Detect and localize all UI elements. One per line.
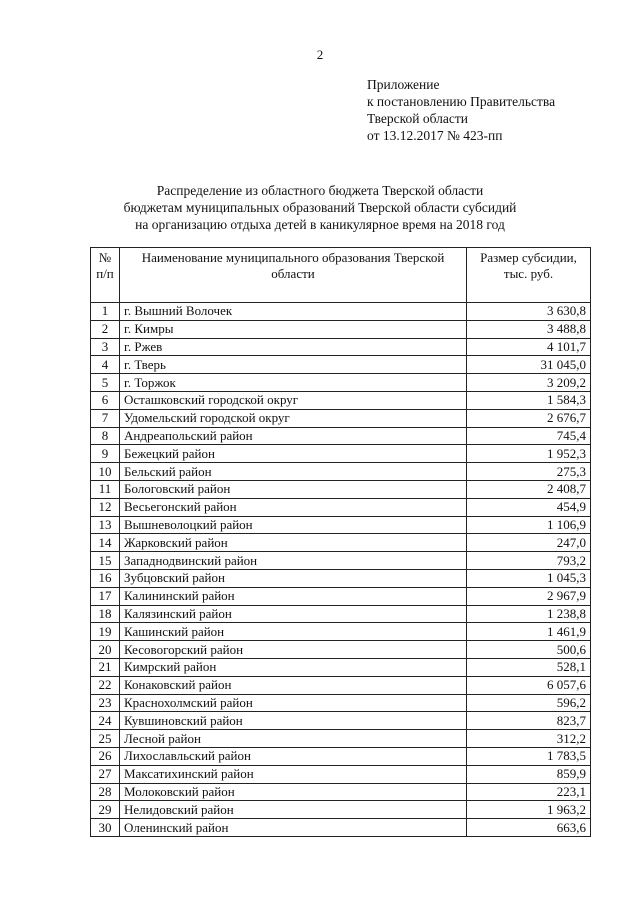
row-number-cell: 29 <box>91 801 120 819</box>
row-number-cell: 24 <box>91 712 120 730</box>
subsidy-amount-cell: 3 630,8 <box>467 303 591 321</box>
subsidy-table <box>90 247 591 837</box>
municipality-name-cell: Осташковский городской округ <box>120 391 467 409</box>
subsidy-amount-cell: 793,2 <box>467 552 591 570</box>
municipality-name-cell: Конаковский район <box>120 676 467 694</box>
municipality-name-cell: Максатихинский район <box>120 765 467 783</box>
subsidy-amount-cell: 2 967,9 <box>467 587 591 605</box>
header-number: № п/п <box>91 248 120 303</box>
row-number-cell: 11 <box>91 480 120 498</box>
subsidy-amount-cell: 275,3 <box>467 463 591 481</box>
appendix-line-3: Тверской области <box>367 111 468 126</box>
municipality-name-cell: Кашинский район <box>120 623 467 641</box>
appendix-line-4: от 13.12.2017 № 423-пп <box>367 128 503 143</box>
subsidy-amount-cell: 1 963,2 <box>467 801 591 819</box>
municipality-name-cell: Весьегонский район <box>120 498 467 516</box>
municipality-name-cell: Западнодвинский район <box>120 552 467 570</box>
municipality-name-cell: г. Вышний Волочек <box>120 303 467 321</box>
row-number-cell: 9 <box>91 445 120 463</box>
row-number-cell: 1 <box>91 303 120 321</box>
table-row <box>91 427 591 445</box>
row-number-cell: 18 <box>91 605 120 623</box>
municipality-name-cell: Краснохолмский район <box>120 694 467 712</box>
table-row <box>91 641 591 659</box>
table-row <box>91 534 591 552</box>
row-number-cell: 2 <box>91 320 120 338</box>
municipality-name-cell: г. Ржев <box>120 338 467 356</box>
subsidy-amount-cell: 500,6 <box>467 641 591 659</box>
table-row <box>91 819 591 837</box>
table-row <box>91 712 591 730</box>
subsidy-amount-cell: 312,2 <box>467 730 591 748</box>
subsidy-amount-cell: 745,4 <box>467 427 591 445</box>
table-row <box>91 801 591 819</box>
subsidy-amount-cell: 223,1 <box>467 783 591 801</box>
row-number-cell: 27 <box>91 765 120 783</box>
subsidy-amount-cell: 663,6 <box>467 819 591 837</box>
header-subsidy-amount: Размер субсидии, тыс. руб. <box>467 248 591 303</box>
table-row <box>91 516 591 534</box>
table-row <box>91 658 591 676</box>
municipality-name-cell: Жарковский район <box>120 534 467 552</box>
subsidy-amount-cell: 4 101,7 <box>467 338 591 356</box>
row-number-cell: 21 <box>91 658 120 676</box>
row-number-cell: 15 <box>91 552 120 570</box>
municipality-name-cell: г. Тверь <box>120 356 467 374</box>
table-header-row <box>91 248 591 303</box>
municipality-name-cell: Кувшиновский район <box>120 712 467 730</box>
municipality-name-cell: Нелидовский район <box>120 801 467 819</box>
municipality-name-cell: Оленинский район <box>120 819 467 837</box>
municipality-name-cell: Удомельский городской округ <box>120 409 467 427</box>
subsidy-amount-cell: 1 106,9 <box>467 516 591 534</box>
appendix-line-2: к постановлению Правительства <box>367 94 556 109</box>
table-row <box>91 552 591 570</box>
subsidy-amount-cell: 823,7 <box>467 712 591 730</box>
table-row <box>91 320 591 338</box>
row-number-cell: 4 <box>91 356 120 374</box>
row-number-cell: 22 <box>91 676 120 694</box>
row-number-cell: 30 <box>91 819 120 837</box>
table-row <box>91 730 591 748</box>
row-number-cell: 19 <box>91 623 120 641</box>
municipality-name-cell: Кимрский район <box>120 658 467 676</box>
title-line-1: Распределение из областного бюджета Тверской области <box>156 183 484 198</box>
row-number-cell: 7 <box>91 409 120 427</box>
municipality-name-cell: Молоковский район <box>120 783 467 801</box>
table-row <box>91 587 591 605</box>
row-number-cell: 23 <box>91 694 120 712</box>
row-number-cell: 6 <box>91 391 120 409</box>
document-title <box>0 182 640 233</box>
row-number-cell: 20 <box>91 641 120 659</box>
table-row <box>91 445 591 463</box>
row-number-cell: 3 <box>91 338 120 356</box>
table-body <box>91 303 591 837</box>
row-number-cell: 25 <box>91 730 120 748</box>
appendix-line-1: Приложение <box>367 77 440 92</box>
municipality-name-cell: г. Кимры <box>120 320 467 338</box>
page-number: 2 <box>316 47 324 62</box>
municipality-name-cell: Лесной район <box>120 730 467 748</box>
table-row <box>91 747 591 765</box>
table-row <box>91 498 591 516</box>
municipality-name-cell: Андреапольский район <box>120 427 467 445</box>
subsidy-amount-cell: 454,9 <box>467 498 591 516</box>
municipality-name-cell: Вышневолоцкий район <box>120 516 467 534</box>
row-number-cell: 10 <box>91 463 120 481</box>
municipality-name-cell: Бологовский район <box>120 480 467 498</box>
table-row <box>91 391 591 409</box>
table-row <box>91 569 591 587</box>
header-municipality: Наименование муниципального образования Тверской области <box>120 248 467 303</box>
subsidy-amount-cell: 31 045,0 <box>467 356 591 374</box>
subsidy-amount-cell: 6 057,6 <box>467 676 591 694</box>
row-number-cell: 28 <box>91 783 120 801</box>
table-row <box>91 676 591 694</box>
municipality-name-cell: Зубцовский район <box>120 569 467 587</box>
row-number-cell: 17 <box>91 587 120 605</box>
row-number-cell: 16 <box>91 569 120 587</box>
table-row <box>91 409 591 427</box>
table-row <box>91 374 591 392</box>
table-row <box>91 463 591 481</box>
row-number-cell: 14 <box>91 534 120 552</box>
row-number-cell: 8 <box>91 427 120 445</box>
subsidy-amount-cell: 1 952,3 <box>467 445 591 463</box>
subsidy-amount-cell: 1 461,9 <box>467 623 591 641</box>
subsidy-amount-cell: 1 783,5 <box>467 747 591 765</box>
table-row <box>91 356 591 374</box>
municipality-name-cell: г. Торжок <box>120 374 467 392</box>
table-row <box>91 303 591 321</box>
table-row <box>91 765 591 783</box>
subsidy-amount-cell: 859,9 <box>467 765 591 783</box>
title-line-2: бюджетам муниципальных образований Тверской области субсидий <box>123 200 517 215</box>
municipality-name-cell: Калининский район <box>120 587 467 605</box>
subsidy-amount-cell: 247,0 <box>467 534 591 552</box>
municipality-name-cell: Кесовогорский район <box>120 641 467 659</box>
subsidy-amount-cell: 528,1 <box>467 658 591 676</box>
row-number-cell: 5 <box>91 374 120 392</box>
table-row <box>91 605 591 623</box>
row-number-cell: 12 <box>91 498 120 516</box>
subsidy-amount-cell: 2 676,7 <box>467 409 591 427</box>
table-row <box>91 623 591 641</box>
subsidy-amount-cell: 1 584,3 <box>467 391 591 409</box>
row-number-cell: 13 <box>91 516 120 534</box>
table-row <box>91 783 591 801</box>
subsidy-amount-cell: 1 238,8 <box>467 605 591 623</box>
table-row <box>91 338 591 356</box>
table-row <box>91 694 591 712</box>
subsidy-amount-cell: 1 045,3 <box>467 569 591 587</box>
title-line-3: на организацию отдыха детей в каникулярное время на 2018 год <box>135 217 505 232</box>
row-number-cell: 26 <box>91 747 120 765</box>
appendix-block <box>367 76 555 144</box>
subsidy-amount-cell: 3 209,2 <box>467 374 591 392</box>
municipality-name-cell: Бельский район <box>120 463 467 481</box>
subsidy-amount-cell: 2 408,7 <box>467 480 591 498</box>
municipality-name-cell: Бежецкий район <box>120 445 467 463</box>
subsidy-amount-cell: 596,2 <box>467 694 591 712</box>
table-row <box>91 480 591 498</box>
subsidy-amount-cell: 3 488,8 <box>467 320 591 338</box>
municipality-name-cell: Калязинский район <box>120 605 467 623</box>
municipality-name-cell: Лихославльский район <box>120 747 467 765</box>
